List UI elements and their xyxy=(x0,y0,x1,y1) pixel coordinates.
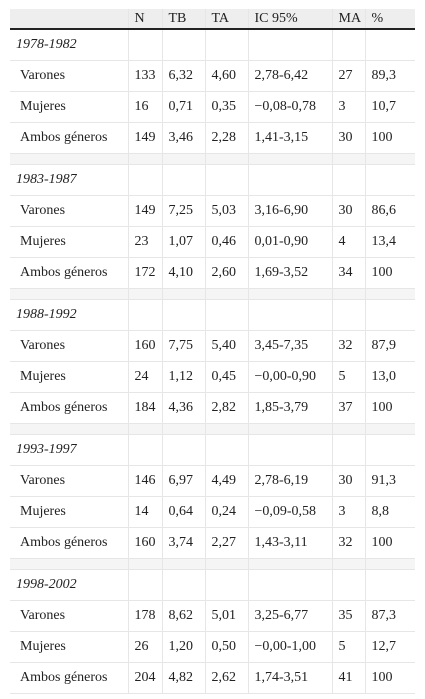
table-row xyxy=(10,393,415,424)
table-cell: 1,69-3,52 xyxy=(248,258,332,289)
table-cell: 4,60 xyxy=(205,61,248,92)
table-cell: 2,27 xyxy=(205,528,248,559)
spacer-cell xyxy=(162,289,205,300)
table-cell: 0,35 xyxy=(205,92,248,123)
group-empty-cell xyxy=(205,29,248,61)
table-row xyxy=(10,528,415,559)
spacer-cell xyxy=(248,424,332,435)
header-cell-n: N xyxy=(128,9,162,29)
table-cell: 100 xyxy=(365,528,415,559)
table-row xyxy=(10,663,415,694)
spacer-cell xyxy=(128,289,162,300)
table-cell: 160 xyxy=(128,528,162,559)
table-cell: 32 xyxy=(332,528,365,559)
table-cell: 0,45 xyxy=(205,362,248,393)
row-label-cell: Varones xyxy=(10,196,128,227)
table-cell: 12,7 xyxy=(365,632,415,663)
row-label-cell: Ambos géneros xyxy=(10,123,128,154)
table-cell: 5,01 xyxy=(205,601,248,632)
spacer-cell xyxy=(162,559,205,570)
table-row xyxy=(10,331,415,362)
table-cell: 27 xyxy=(332,61,365,92)
table-row xyxy=(10,61,415,92)
group-empty-cell xyxy=(365,165,415,196)
spacer-cell xyxy=(205,154,248,165)
group-spacer-row xyxy=(10,289,415,300)
spacer-cell xyxy=(205,289,248,300)
table-cell: 172 xyxy=(128,258,162,289)
group-empty-cell xyxy=(365,435,415,466)
row-label-cell: Ambos géneros xyxy=(10,663,128,694)
period-label: 1988-1992 xyxy=(10,300,128,331)
period-label: 1983-1987 xyxy=(10,165,128,196)
header-cell-ma: MA xyxy=(332,9,365,29)
table-cell: 100 xyxy=(365,123,415,154)
table-cell: 26 xyxy=(128,632,162,663)
period-label: 1978-1982 xyxy=(10,29,128,61)
table-cell: 2,28 xyxy=(205,123,248,154)
table-cell: 3,16-6,90 xyxy=(248,196,332,227)
row-label-cell: Ambos géneros xyxy=(10,528,128,559)
group-empty-cell xyxy=(128,435,162,466)
table-cell: 30 xyxy=(332,123,365,154)
table-cell: 7,75 xyxy=(162,331,205,362)
table-row xyxy=(10,466,415,497)
group-empty-cell xyxy=(248,300,332,331)
table-cell: 32 xyxy=(332,331,365,362)
group-spacer-row xyxy=(10,559,415,570)
group-empty-cell xyxy=(332,570,365,601)
table-cell: 0,71 xyxy=(162,92,205,123)
table-cell: 10,7 xyxy=(365,92,415,123)
period-label: 1998-2002 xyxy=(10,570,128,601)
table-cell: 5,40 xyxy=(205,331,248,362)
spacer-cell xyxy=(10,424,128,435)
table-cell: 5 xyxy=(332,362,365,393)
table-cell: 41 xyxy=(332,663,365,694)
group-empty-cell xyxy=(162,29,205,61)
table-cell: 0,24 xyxy=(205,497,248,528)
group-empty-cell xyxy=(205,300,248,331)
table-body xyxy=(10,29,415,694)
table-cell: 23 xyxy=(128,227,162,258)
table-cell: 2,60 xyxy=(205,258,248,289)
table-cell: 149 xyxy=(128,196,162,227)
table-cell: 87,3 xyxy=(365,601,415,632)
group-empty-cell xyxy=(128,570,162,601)
table-cell: 1,43-3,11 xyxy=(248,528,332,559)
spacer-cell xyxy=(365,154,415,165)
header-cell-percent: % xyxy=(365,9,415,29)
group-empty-cell xyxy=(205,165,248,196)
table-cell: 3,45-7,35 xyxy=(248,331,332,362)
table-cell: 3,74 xyxy=(162,528,205,559)
incidence-table xyxy=(10,9,415,694)
group-spacer-row xyxy=(10,424,415,435)
table-row xyxy=(10,497,415,528)
group-empty-cell xyxy=(162,165,205,196)
row-label-cell: Mujeres xyxy=(10,632,128,663)
table-cell: 1,85-3,79 xyxy=(248,393,332,424)
group-empty-cell xyxy=(332,29,365,61)
table-cell: 34 xyxy=(332,258,365,289)
table-cell: 8,62 xyxy=(162,601,205,632)
spacer-cell xyxy=(128,424,162,435)
row-label-cell: Ambos géneros xyxy=(10,258,128,289)
group-empty-cell xyxy=(128,300,162,331)
table-cell: 4 xyxy=(332,227,365,258)
spacer-cell xyxy=(162,154,205,165)
table-cell: 1,12 xyxy=(162,362,205,393)
table-cell: −0,09-0,58 xyxy=(248,497,332,528)
table-row xyxy=(10,632,415,663)
table-cell: 37 xyxy=(332,393,365,424)
table-cell: 4,49 xyxy=(205,466,248,497)
table-cell: 0,64 xyxy=(162,497,205,528)
table-cell: 133 xyxy=(128,61,162,92)
table-cell: 8,8 xyxy=(365,497,415,528)
row-label-cell: Mujeres xyxy=(10,497,128,528)
spacer-cell xyxy=(10,559,128,570)
table-row xyxy=(10,196,415,227)
table-row xyxy=(10,123,415,154)
table-cell: 0,50 xyxy=(205,632,248,663)
header-cell-label xyxy=(10,9,128,29)
table-cell: 4,82 xyxy=(162,663,205,694)
group-empty-cell xyxy=(128,165,162,196)
table-cell: 2,62 xyxy=(205,663,248,694)
row-label-cell: Varones xyxy=(10,61,128,92)
row-label-cell: Mujeres xyxy=(10,92,128,123)
table-cell: 149 xyxy=(128,123,162,154)
table-cell: 7,25 xyxy=(162,196,205,227)
table-cell: 13,0 xyxy=(365,362,415,393)
table-row xyxy=(10,258,415,289)
table-cell: 30 xyxy=(332,196,365,227)
spacer-cell xyxy=(10,289,128,300)
row-label-cell: Mujeres xyxy=(10,362,128,393)
table-cell: 0,46 xyxy=(205,227,248,258)
spacer-cell xyxy=(205,424,248,435)
spacer-cell xyxy=(332,289,365,300)
table-cell: 3,46 xyxy=(162,123,205,154)
table-cell: 1,41-3,15 xyxy=(248,123,332,154)
group-empty-cell xyxy=(332,165,365,196)
group-empty-cell xyxy=(248,570,332,601)
table-cell: 100 xyxy=(365,393,415,424)
row-label-cell: Varones xyxy=(10,601,128,632)
table-header-row xyxy=(10,9,415,29)
table-cell: 14 xyxy=(128,497,162,528)
table-cell: 100 xyxy=(365,258,415,289)
group-empty-cell xyxy=(248,29,332,61)
table-cell: 204 xyxy=(128,663,162,694)
table-cell: 87,9 xyxy=(365,331,415,362)
table-cell: 3 xyxy=(332,497,365,528)
table-cell: 100 xyxy=(365,663,415,694)
table-cell: 2,78-6,42 xyxy=(248,61,332,92)
table-cell: 24 xyxy=(128,362,162,393)
row-label-cell: Varones xyxy=(10,331,128,362)
spacer-cell xyxy=(365,424,415,435)
table-cell: 5,03 xyxy=(205,196,248,227)
row-label-cell: Mujeres xyxy=(10,227,128,258)
table-cell: 2,78-6,19 xyxy=(248,466,332,497)
spacer-cell xyxy=(332,559,365,570)
table-cell: 0,01-0,90 xyxy=(248,227,332,258)
period-group-row xyxy=(10,29,415,61)
row-label-cell: Ambos géneros xyxy=(10,393,128,424)
header-cell-ta: TA xyxy=(205,9,248,29)
spacer-cell xyxy=(332,154,365,165)
table-cell: 4,10 xyxy=(162,258,205,289)
table-cell: 1,20 xyxy=(162,632,205,663)
table-cell: 184 xyxy=(128,393,162,424)
spacer-cell xyxy=(248,154,332,165)
table-cell: 146 xyxy=(128,466,162,497)
table-cell: −0,00-1,00 xyxy=(248,632,332,663)
table-row xyxy=(10,362,415,393)
table-cell: 35 xyxy=(332,601,365,632)
period-group-row xyxy=(10,570,415,601)
group-empty-cell xyxy=(162,570,205,601)
table-cell: 16 xyxy=(128,92,162,123)
table-cell: 5 xyxy=(332,632,365,663)
spacer-cell xyxy=(205,559,248,570)
table-cell: 30 xyxy=(332,466,365,497)
table-cell: 1,07 xyxy=(162,227,205,258)
table-cell: 89,3 xyxy=(365,61,415,92)
group-spacer-row xyxy=(10,154,415,165)
table-cell: 91,3 xyxy=(365,466,415,497)
group-empty-cell xyxy=(128,29,162,61)
period-label: 1993-1997 xyxy=(10,435,128,466)
spacer-cell xyxy=(248,289,332,300)
table-cell: 1,74-3,51 xyxy=(248,663,332,694)
group-empty-cell xyxy=(332,435,365,466)
spacer-cell xyxy=(365,559,415,570)
spacer-cell xyxy=(128,154,162,165)
table-cell: 6,97 xyxy=(162,466,205,497)
header-cell-tb: TB xyxy=(162,9,205,29)
period-group-row xyxy=(10,300,415,331)
group-empty-cell xyxy=(162,300,205,331)
group-empty-cell xyxy=(365,29,415,61)
spacer-cell xyxy=(10,154,128,165)
table-row xyxy=(10,227,415,258)
table-cell: 86,6 xyxy=(365,196,415,227)
row-label-cell: Varones xyxy=(10,466,128,497)
spacer-cell xyxy=(332,424,365,435)
table-cell: 13,4 xyxy=(365,227,415,258)
spacer-cell xyxy=(162,424,205,435)
table-row xyxy=(10,601,415,632)
spacer-cell xyxy=(365,289,415,300)
table-cell: 160 xyxy=(128,331,162,362)
table-cell: 4,36 xyxy=(162,393,205,424)
group-empty-cell xyxy=(365,300,415,331)
table-cell: 178 xyxy=(128,601,162,632)
group-empty-cell xyxy=(248,435,332,466)
table-cell: 3,25-6,77 xyxy=(248,601,332,632)
table-cell: −0,00-0,90 xyxy=(248,362,332,393)
period-group-row xyxy=(10,165,415,196)
spacer-cell xyxy=(128,559,162,570)
group-empty-cell xyxy=(248,165,332,196)
table-cell: −0,08-0,78 xyxy=(248,92,332,123)
group-empty-cell xyxy=(365,570,415,601)
group-empty-cell xyxy=(205,570,248,601)
spacer-cell xyxy=(248,559,332,570)
header-cell-ic95: IC 95% xyxy=(248,9,332,29)
table-row xyxy=(10,92,415,123)
table-cell: 3 xyxy=(332,92,365,123)
group-empty-cell xyxy=(205,435,248,466)
table-cell: 2,82 xyxy=(205,393,248,424)
group-empty-cell xyxy=(332,300,365,331)
table-cell: 6,32 xyxy=(162,61,205,92)
group-empty-cell xyxy=(162,435,205,466)
period-group-row xyxy=(10,435,415,466)
